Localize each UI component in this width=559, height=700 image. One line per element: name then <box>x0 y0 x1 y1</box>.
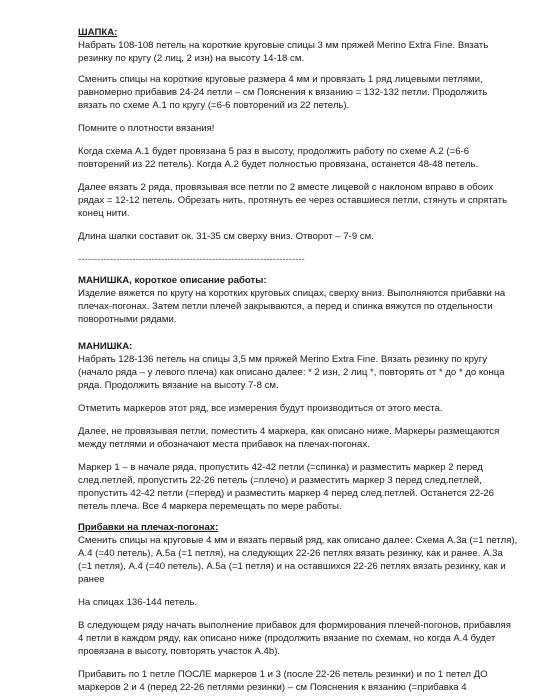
bib-short-paragraph: Изделие вяжется по кругу на коротких круговых спицах, сверху вниз. Выполняются прибавки на плечах-погонах. Затем петли плечей закрываются, а перед и спинка вяжутся по отдельности поворотными рядами. <box>78 288 506 325</box>
increases-paragraph-stitch-count: На спицах 136-144 петель. <box>78 597 198 608</box>
hat-paragraph-cast-on: Набрать 108-108 петель на короткие круговые спицы 3 мм пряжей Merino Extra Fine. Вязать резинку по кругу (2 лиц, 2 изн) на высоту 14-18 см. <box>78 40 489 64</box>
bib-paragraph-mark-row: Отметить маркеров этот ряд, все измерения будут производиться от этого места. <box>78 403 443 414</box>
hat-paragraph-chart: Когда схема А.1 будет провязана 5 раз в высоту, продолжить работу по схеме А.2 (=6-6 повторений из 22 петель). Когда А.2 будет полностью провязана, останется 48-48 петель. <box>78 146 479 170</box>
hat-heading: ШАПКА: <box>78 27 118 38</box>
increases-paragraph-next-row: В следующем ряду начать выполнение прибавок для формирования плечей-погонов, прибавляя 4 петли в каждом ряду, как описано ниже (продолжить вязание по схемам, но когда А.4 будет провязана в высоту, повторять участок А.4b). <box>78 620 511 657</box>
section-separator: ----------------------------------------------------------------------- <box>78 254 305 265</box>
increases-paragraph-increase: Прибавить по 1 петле ПОСЛЕ маркеров 1 и 3 (после 22-26 петель резинки) и по 1 петел ДО маркеров 2 и 4 (перед 22-26 петлями резинки) – см Пояснения к вязанию (=прибавка 4 <box>78 669 488 693</box>
hat-paragraph-decrease: Далее вязать 2 ряда, провязывая все петли по 2 вместе лицевой с наклоном вправо в обоих рядах = 12-12 петель. Обрезать нить, протянуть ее через оставшиеся петли, стянуть и спрятать конец нити. <box>78 182 508 219</box>
bib-paragraph-marker-placement: Маркер 1 – в начале ряда, пропустить 42-42 петли (=спинка) и разместить маркер 2 перед след.петлей, пропустить 22-26 петель (=плечо) и разместить маркер 3 перед след.петлей, пропустить 42-42 петли (=перед) и разместить маркер 4 перед след.петлей. Останется 22-26 петель плеча. Все 4 маркера перемещать по мере работы. <box>78 462 494 512</box>
bib-paragraph-cast-on: Набрать 128-136 петель на спицы 3,5 мм пряжей Merino Extra Fine. Вязать резинку по кругу (начало ряда – у левого плеча) как описано далее: * 2 изн, 2 лиц *, повторять от * до * до конца ряда. Продолжить вязание на высоту 7-8 см. <box>78 354 505 391</box>
bib-short-heading: МАНИШКА, короткое описание работы: <box>78 275 267 286</box>
increases-paragraph-first-row: Сменить спицы на круговые 4 мм и вязать первый ряд, как описано далее: Схема А.3а (=1 петля), А.4 (=40 петель), А.5а (=1 петля), на следующих 22-26 петлях вязать резинку, как и ранее. А.3а (=1 петля), А.4 (=40 петель). А.5а (=1 петля) и на оставшихся 22-26 петлях вязать резинку, как и ранее <box>78 535 518 585</box>
bib-heading: МАНИШКА: <box>78 341 133 352</box>
hat-paragraph-gauge: Помните о плотности вязания! <box>78 123 215 134</box>
hat-paragraph-needles: Сменить спицы на короткие круговые размера 4 мм и провязать 1 ряд лицевыми петлями, равномерно прибавив 24-24 петли – см Пояснения к вязанию = 132-132 петли. Продолжить вязать по схеме А.1 по кругу (=6-6 повторений из 22 петель). <box>78 74 488 111</box>
hat-paragraph-length: Длина шапки составит ок. 31-35 см сверху вниз. Отворот – 7-9 см. <box>78 231 374 242</box>
bib-paragraph-markers: Далее, не провязывая петли, поместить 4 маркера, как описано ниже. Маркеры размещаются между петлями и обозначают места прибавок на плечах-погонах. <box>78 426 500 450</box>
increases-heading: Прибавки на плечах-погонах: <box>78 522 219 533</box>
document-page <box>78 10 518 694</box>
